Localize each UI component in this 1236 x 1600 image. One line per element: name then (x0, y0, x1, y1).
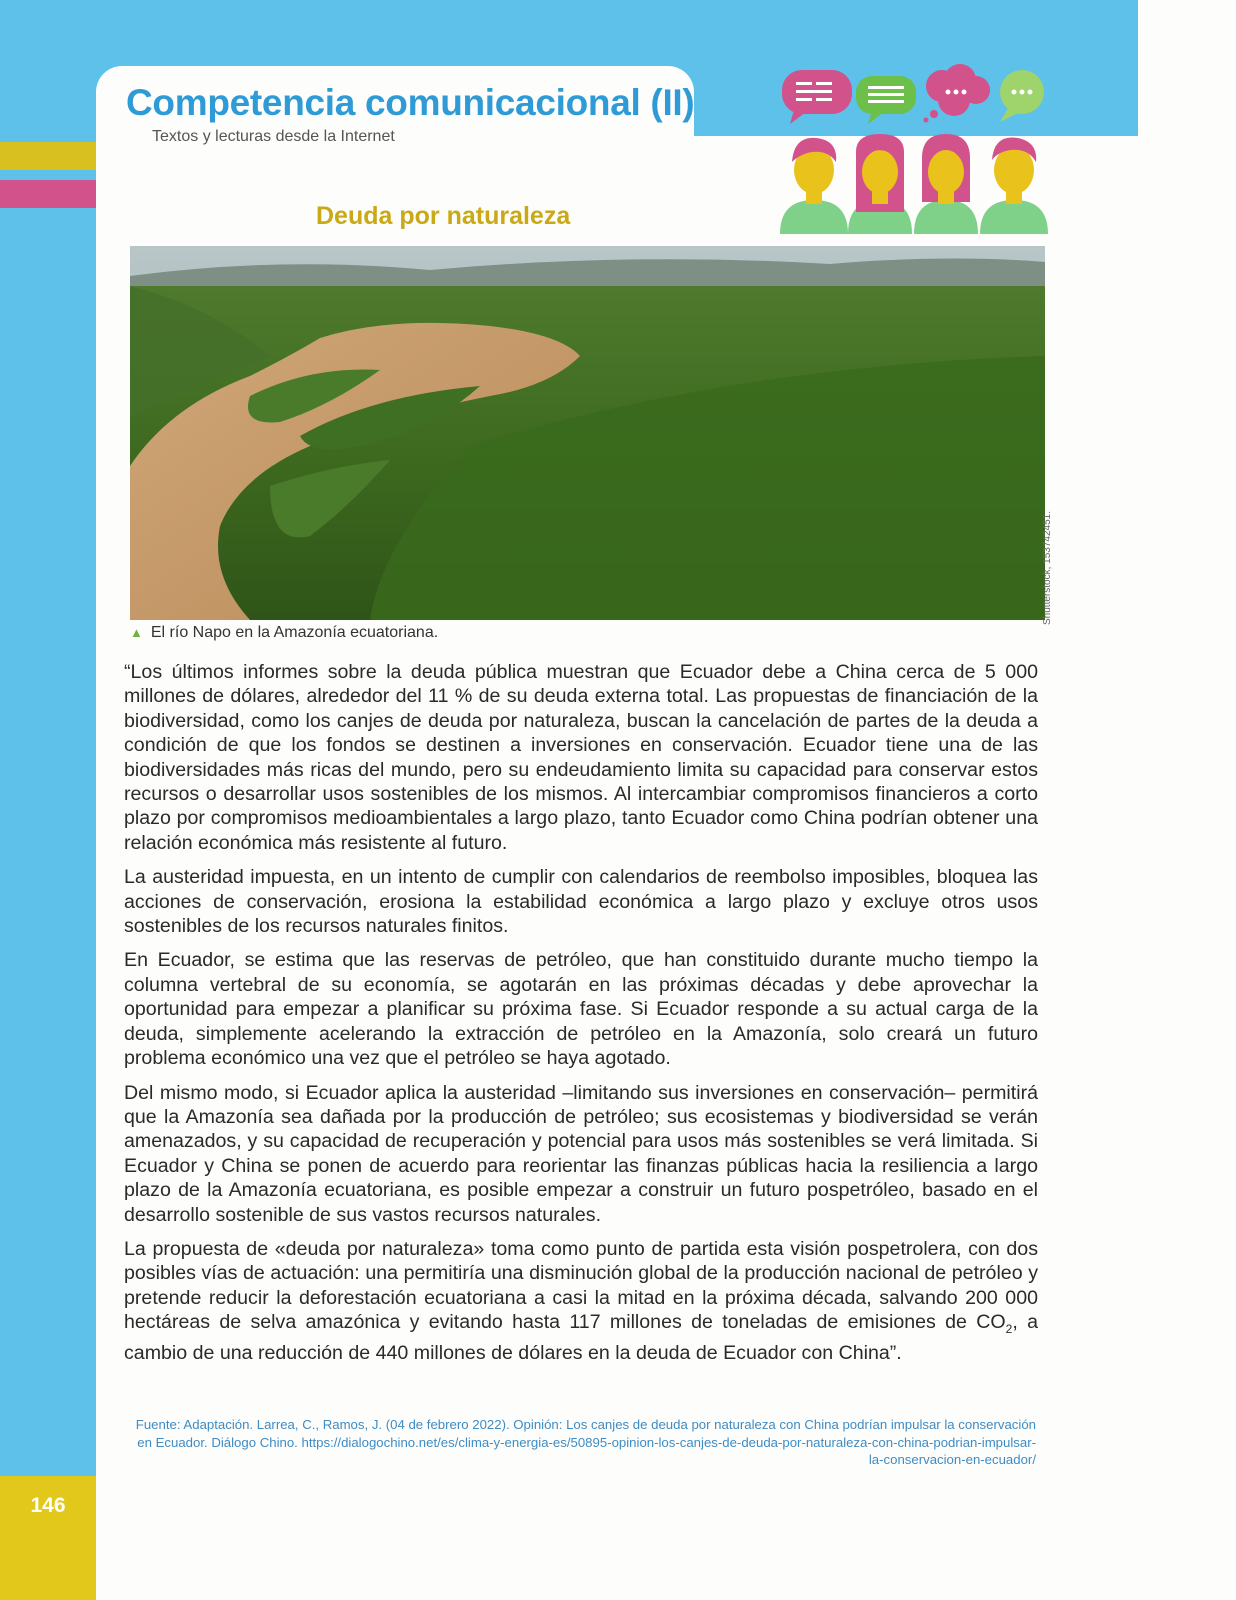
article-paragraph-1: “Los últimos informes sobre la deuda pública muestran que Ecuador debe a China cerca de 5 000 millones de dólares, alrededor del 11 % de su deuda externa total. Las propuestas de financiación de la biodiversidad, como los canjes de deuda por naturaleza, buscan la cancelación de partes de la deuda a condición de que los fondos se destinen a inversiones en conservación. Ecuador tiene una de las biodiversidades más ricas del mundo, pero su endeudamiento limita su capacidad para conservar estos recursos o desarrollar usos sostenibles de los mismos. Al intercambiar compromisos financieros a corto plazo por compromisos medioambientales a largo plazo, tanto Ecuador como China podrían obtener una relación económica más resistente al futuro. (124, 661, 1038, 854)
person-3-icon (914, 134, 978, 234)
article-paragraph-5-end: , a cambio de una reducción de 440 millones de dólares en la deuda de Ecuador con China”. (124, 1311, 1038, 1365)
page-subtitle: Textos y lecturas desde la Internet (152, 128, 395, 145)
amazon-river-photo (130, 246, 1045, 620)
left-color-band (0, 0, 96, 1600)
article-body (124, 660, 1038, 1376)
triangle-up-icon: ▲ (130, 625, 143, 640)
person-2-icon (848, 134, 912, 234)
person-4-icon (980, 137, 1048, 234)
article-paragraph-5 (124, 1237, 1038, 1366)
article-paragraph-3: En Ecuador, se estima que las reservas de petróleo, que han constituido durante mucho tiempo la columna vertebral de su economía, se agotarán en las próximas décadas y debe aprovechar la oportunidad para empezar a planificar su próxima fase. Si Ecuador responde a su actual carga de la deuda, simplemente acelerando la extracción de petróleo en la Amazonía, solo creará un futuro problema económico una vez que el petróleo se haya agotado. (124, 949, 1038, 1070)
section-heading: Deuda por naturaleza (316, 202, 571, 230)
photo-caption-text: El río Napo en la Amazonía ecuatoriana. (150, 624, 439, 641)
person-1-icon (780, 138, 848, 234)
left-yellow-stripe (0, 142, 96, 170)
photo-credit: Shutterstock, 153742451. (1042, 511, 1053, 625)
communication-illustration (776, 62, 1052, 240)
left-magenta-stripe (0, 180, 96, 208)
speech-bubble-green-icon (856, 76, 916, 124)
thought-cloud-icon (924, 64, 991, 123)
source-citation: Fuente: Adaptación. Larrea, C., Ramos, J. (04 de febrero 2022). Opinión: Los canjes de deuda por naturaleza con China podrían impulsar la conservación en Ecuador. Diálogo Chino. https://dialogochino.net/es/clima-y-energia-es/50895-opinion-los-canjes-de-deuda-por-naturaleza-con-china-podrian-impulsar-la-conservacion-en-ecuador/ (135, 1417, 1036, 1467)
page-title: Competencia comunicacional (II) (126, 82, 695, 123)
speech-bubble-magenta-icon (782, 70, 852, 124)
article-paragraph-4: Del mismo modo, si Ecuador aplica la austeridad –limitando sus inversiones en conservación– permitirá que la Amazonía sea dañada por la producción de petróleo; sus ecosistemas y biodiversidad se verán amenazados, y su capacidad de recuperación y potencial para usos más sostenibles se verá limitada. Si Ecuador y China se ponen de acuerdo para reorientar las finanzas públicas hacia la resiliencia a largo plazo de la Amazonía ecuatoriana, es posible empezar a construir un futuro pospetróleo, basado en el desarrollo sostenible de sus vastos recursos naturales. (124, 1081, 1038, 1226)
page-number: 146 (30, 1494, 66, 1517)
photo-caption (130, 624, 438, 642)
article-paragraph-2: La austeridad impuesta, en un intento de cumplir con calendarios de reembolso imposibles, bloquea las acciones de conservación, erosiona la estabilidad económica a largo plazo y excluye otros usos sostenibles de los recursos naturales finitos. (124, 866, 1038, 938)
article-paragraph-5-start: La propuesta de «deuda por naturaleza» toma como punto de partida esta visión pospetrolera, con dos posibles vías de actuación: una permitiría una disminución global de la producción nacional de petróleo y pretende reducir la deforestación ecuatoriana a casi la mitad en la próxima década, salvando 200 000 hectáreas de selva amazónica y evitando hasta 117 millones de toneladas de emisiones de CO (124, 1237, 1038, 1334)
speech-bubble-lightgreen-icon (1000, 70, 1044, 122)
co2-subscript: 2 (1005, 1322, 1013, 1337)
